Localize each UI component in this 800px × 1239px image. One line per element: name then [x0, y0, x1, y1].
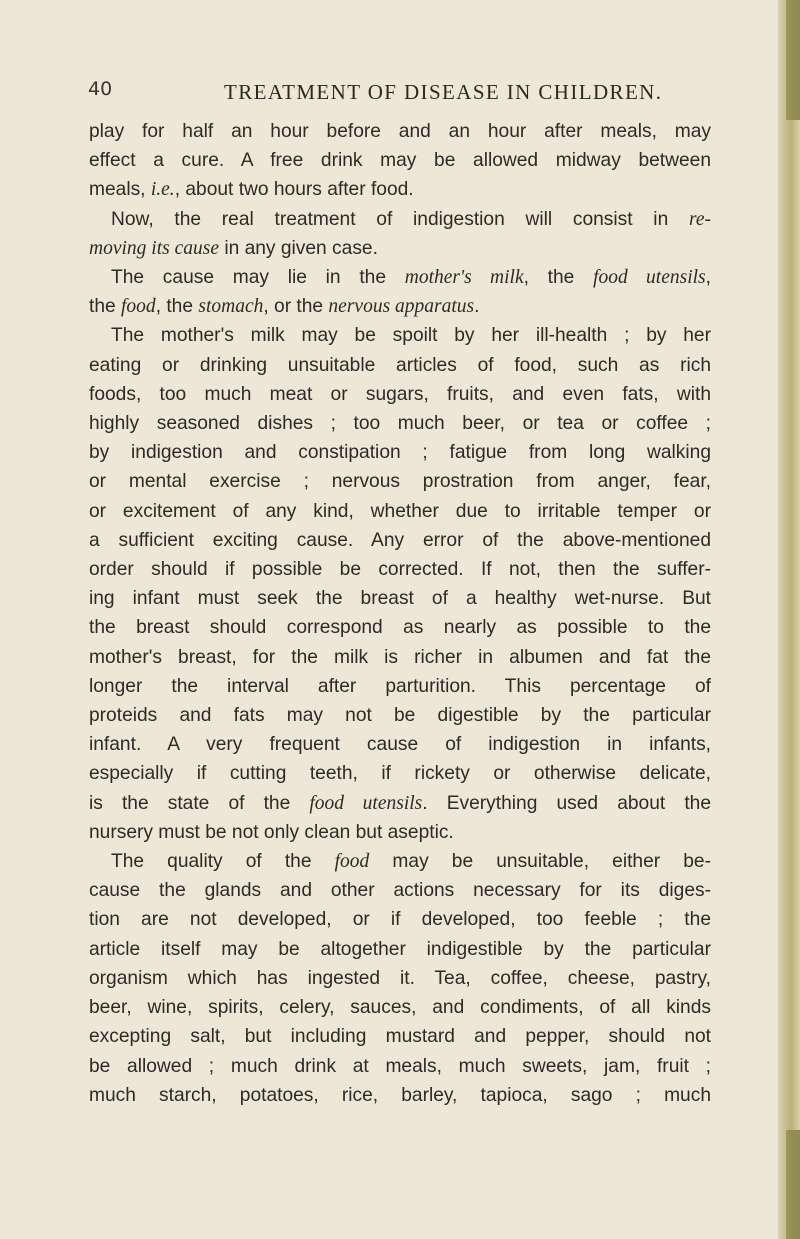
text-line: beer, wine, spirits, celery, sauces, and condiments, of all kinds — [89, 997, 711, 1019]
text-line: ing infant must seek the breast of a healthy wet-nurse. But — [89, 588, 711, 610]
text-line: meals, i.e., about two hours after food. — [89, 179, 414, 201]
text-line: moving its cause in any given case. — [89, 237, 378, 259]
text-line: The quality of the food may be unsuitable, either be- — [111, 851, 711, 873]
text-line: the breast should correspond as nearly as possible to the — [89, 617, 711, 639]
text-line: order should if possible be corrected. If not, then the suffer- — [89, 559, 711, 581]
text-line: effect a cure. A free drink may be allowed midway between — [89, 150, 711, 172]
text-line: Now, the real treatment of indigestion will consist in re- — [111, 208, 711, 230]
body-text — [89, 117, 711, 1110]
text-line: foods, too much meat or sugars, fruits, and even fats, with — [89, 383, 711, 405]
page-edge-shadow-bottom — [786, 1130, 800, 1239]
text-line: tion are not developed, or if developed, too feeble ; the — [89, 909, 711, 931]
text-line: the food, the stomach, or the nervous apparatus. — [89, 296, 480, 318]
text-line: excepting salt, but including mustard and pepper, should not — [89, 1026, 711, 1048]
page-edge — [778, 0, 800, 1239]
text-line: play for half an hour before and an hour after meals, may — [89, 121, 711, 142]
text-line: longer the interval after parturition. This percentage of — [89, 675, 711, 697]
text-line: or excitement of any kind, whether due to irritable temper or — [89, 500, 711, 522]
text-line: especially if cutting teeth, if rickety or otherwise delicate, — [89, 763, 711, 785]
text-line: by indigestion and constipation ; fatigue from long walking — [89, 442, 711, 464]
text-line: highly seasoned dishes ; too much beer, or tea or coffee ; — [89, 413, 711, 435]
page-edge-shadow-top — [786, 0, 800, 120]
text-line: organism which has ingested it. Tea, coffee, cheese, pastry, — [89, 967, 711, 989]
text-line: The cause may lie in the mother's milk, the food utensils, — [111, 267, 711, 289]
text-line: cause the glands and other actions necessary for its diges- — [89, 880, 711, 902]
text-line: or mental exercise ; nervous prostration from anger, fear, — [89, 471, 711, 493]
page-header — [88, 74, 728, 108]
text-line: nursery must be not only clean but aseptic. — [89, 821, 454, 843]
text-line: a sufficient exciting cause. Any error of the above-mentioned — [89, 529, 711, 551]
text-line: be allowed ; much drink at meals, much sweets, jam, fruit ; — [89, 1055, 711, 1077]
text-line: is the state of the food utensils. Everything used about the — [89, 792, 711, 814]
text-line: mother's breast, for the milk is richer in albumen and fat the — [89, 646, 711, 668]
text-line: article itself may be altogether indigestible by the particular — [89, 938, 711, 960]
running-title: TREATMENT OF DISEASE IN CHILDREN. — [224, 80, 663, 104]
text-line: eating or drinking unsuitable articles of food, such as rich — [89, 354, 711, 376]
text-line: The mother's milk may be spoilt by her ill-health ; by her — [111, 325, 711, 347]
text-line: infant. A very frequent cause of indigestion in infants, — [89, 734, 711, 756]
text-line: proteids and fats may not be digestible by the particular — [89, 705, 711, 727]
text-line: much starch, potatoes, rice, barley, tapioca, sago ; much — [89, 1084, 711, 1106]
page-number: 40 — [88, 78, 113, 100]
